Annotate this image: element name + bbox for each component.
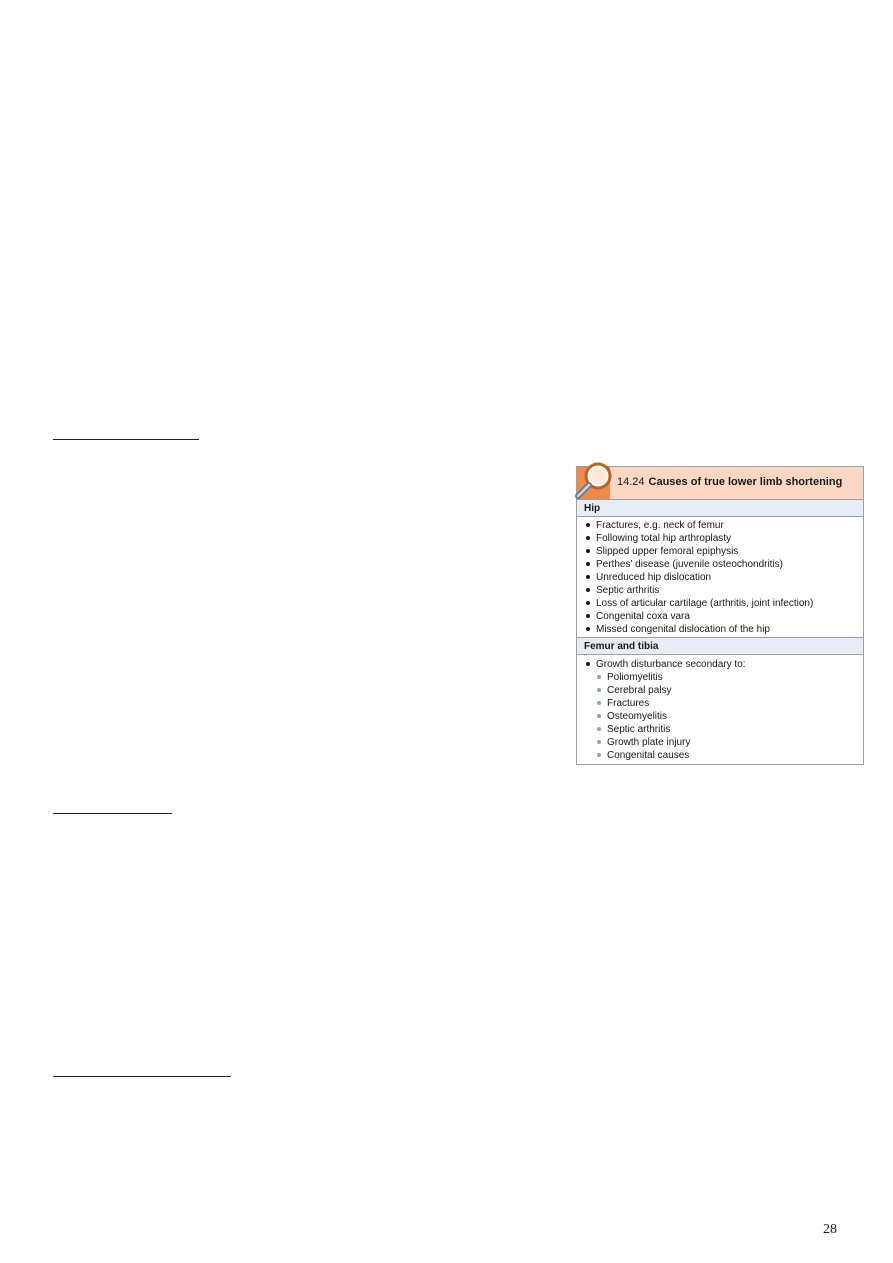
box-title	[617, 476, 842, 489]
list-item: Missed congenital dislocation of the hip	[577, 623, 863, 636]
section-label-femur-tibia: Femur and tibia	[584, 641, 659, 652]
list-item: Slipped upper femoral epiphysis	[577, 545, 863, 558]
hip-causes-list	[577, 519, 863, 636]
box-title-text: Causes of true lower limb shortening	[648, 476, 843, 488]
list-item: Congenital causes	[577, 749, 863, 762]
box-header	[577, 467, 863, 499]
info-box	[576, 466, 864, 765]
femur-tibia-causes-list	[577, 658, 863, 671]
heading-underline-2	[53, 813, 172, 814]
list-item: Poliomyelitis	[577, 671, 863, 684]
list-item: Unreduced hip dislocation	[577, 571, 863, 584]
section-band-hip	[577, 499, 863, 517]
list-item: Cerebral palsy	[577, 684, 863, 697]
growth-disturbance-sublist	[577, 671, 863, 762]
list-item: Septic arthritis	[577, 584, 863, 597]
list-item: Fractures	[577, 697, 863, 710]
list-item: Osteomyelitis	[577, 710, 863, 723]
list-item: Perthes' disease (juvenile osteochondritis)	[577, 558, 863, 571]
list-item: Septic arthritis	[577, 723, 863, 736]
section-band-femur-tibia	[577, 637, 863, 655]
section-label-hip: Hip	[584, 503, 601, 514]
list-item: Fractures, e.g. neck of femur	[577, 519, 863, 532]
heading-underline-3	[53, 1076, 231, 1077]
list-item: Growth disturbance secondary to:	[577, 658, 863, 671]
list-item: Congenital coxa vara	[577, 610, 863, 623]
list-item: Growth plate injury	[577, 736, 863, 749]
heading-underline-1	[53, 439, 199, 440]
magnifying-glass-icon	[571, 459, 615, 501]
page-number: 28	[823, 1222, 837, 1237]
list-item: Following total hip arthroplasty	[577, 532, 863, 545]
list-item: Loss of articular cartilage (arthritis, joint infection)	[577, 597, 863, 610]
box-number: 14.24	[617, 476, 645, 488]
